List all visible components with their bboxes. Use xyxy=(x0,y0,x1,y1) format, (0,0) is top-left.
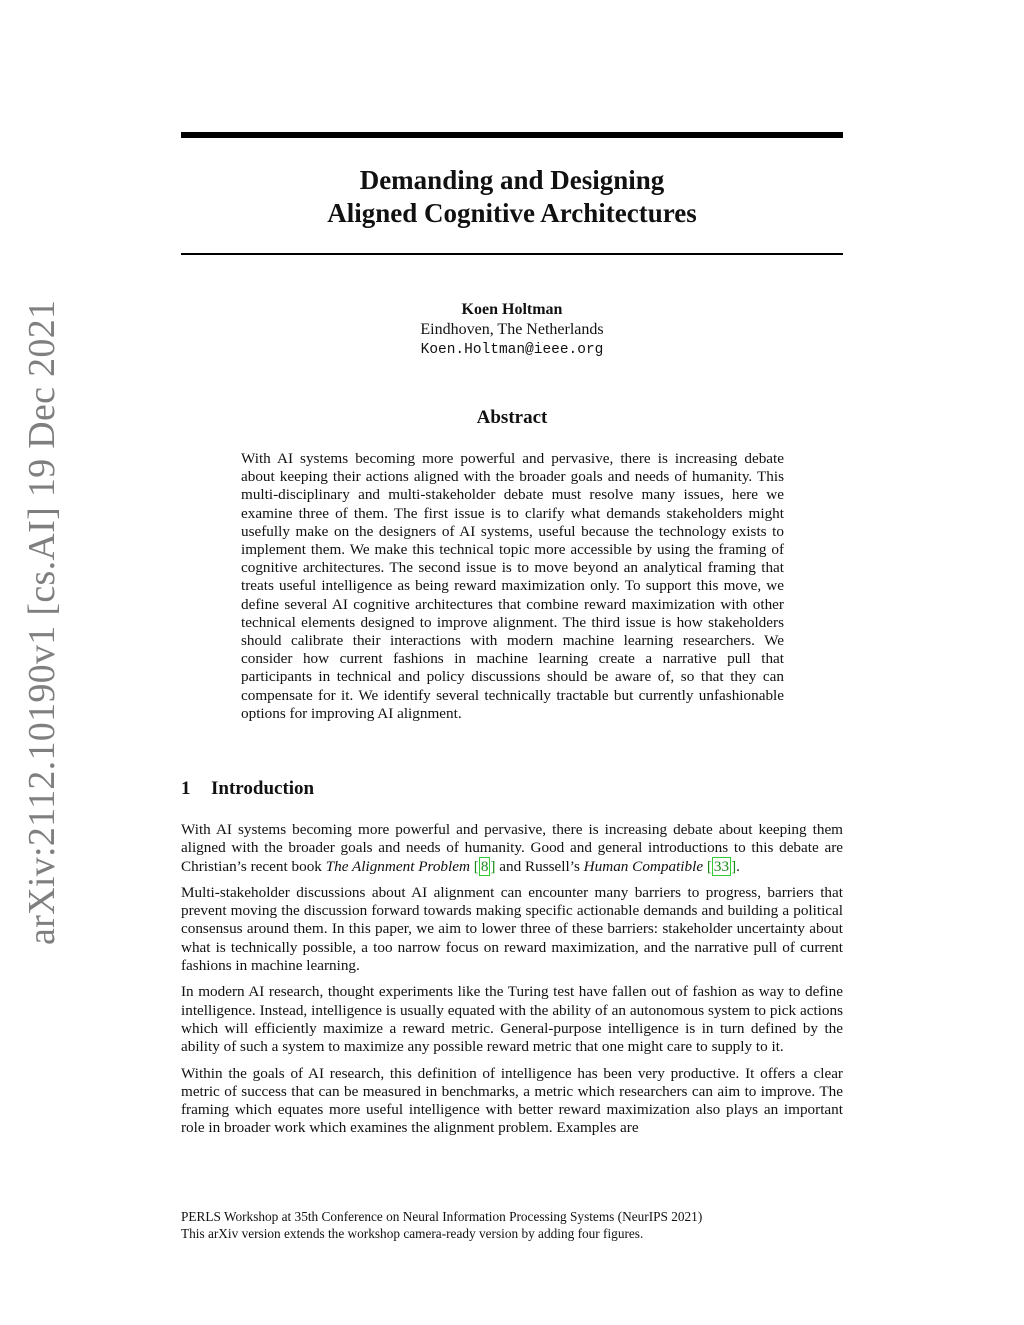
page-footer xyxy=(181,1208,843,1242)
author-block xyxy=(181,300,843,360)
paragraph: In modern AI research, thought experiments like the Turing test have fallen out of fashion as way to define intelligence. Instead, intelligence is usually equated with the ability of an autonomous system to pick actions which will efficiently maximize a reward metric. General-purpose intelligence is in turn defined by the ability of such a system to maximize any possible reward metric that one might care to supply to it. xyxy=(181,983,843,1056)
section-heading-introduction xyxy=(181,778,843,800)
paragraph-text: With AI systems becoming more powerful and pervasive, there is increasing debate about keeping them aligned with the broader goals and needs of humanity. Good and general introductions to this debate are Christian’s recent book xyxy=(181,821,843,875)
paragraph-text: . xyxy=(736,857,740,875)
title-rule-top xyxy=(181,132,843,138)
paragraph-text: and Russell’s xyxy=(495,857,584,875)
footer-note: This arXiv version extends the workshop camera-ready version by adding four figures. xyxy=(181,1226,644,1241)
title-rule-bottom xyxy=(181,253,843,255)
citation-link[interactable]: [ 33 ] xyxy=(706,857,737,875)
paper-title-line2: Aligned Cognitive Architectures xyxy=(327,198,697,228)
paragraph: Within the goals of AI research, this definition of intelligence has been very productive. It offers a clear metric of success that can be measured in benchmarks, a metric which researchers can aim to improve. The framing which equates more useful intelligence with better reward maximization also plays an important role in broader work which examines the alignment problem. Examples are xyxy=(181,1064,843,1137)
author-location: Eindhoven, The Netherlands xyxy=(420,321,604,338)
abstract-heading: Abstract xyxy=(476,407,548,428)
introduction-body xyxy=(181,821,843,1146)
author-name: Koen Holtman xyxy=(461,301,563,318)
book-title: The Alignment Problem xyxy=(325,857,470,875)
arxiv-side-stamp: arXiv:2112.10190v1 [cs.AI] 19 Dec 2021 xyxy=(21,299,63,945)
paper-title xyxy=(181,164,843,230)
book-title: Human Compatible xyxy=(583,857,704,875)
footer-venue: PERLS Workshop at 35th Conference on Neural Information Processing Systems (NeurIPS 2021) xyxy=(181,1209,703,1224)
section-number: 1 xyxy=(181,778,191,799)
section-title: Introduction xyxy=(211,778,315,799)
citation-link[interactable]: [ 8 ] xyxy=(473,857,496,875)
citation-number: 33 xyxy=(713,857,730,875)
paragraph xyxy=(181,821,843,876)
paper-title-line1: Demanding and Designing xyxy=(359,165,665,195)
abstract-text: With AI systems becoming more powerful and pervasive, there is increasing debate about keeping their actions aligned with the broader goals and needs of humanity. This multi-disciplinary and multi-stakeholder debate must resolve many issues, here we examine three of them. The first issue is to clarify what demands stakeholders might usefully make on the designers of AI systems, useful because the technology exists to implement them. We make this technical topic more accessible by using the framing of cognitive architectures. The second issue is to move beyond an analytical framing that treats useful intelligence as being reward maximization only. To support this move, we define several AI cognitive architectures that combine reward maximization with other technical elements designed to improve alignment. The third issue is how stakeholders should calibrate their interactions with modern machine learning researchers. We consider how current fashions in machine learning create a narrative pull that participants in technical and policy discussions should be aware of, so that they can compensate for it. We identify several technically tractable but currently unfashionable options for improving AI alignment. xyxy=(241,450,784,722)
paragraph: Multi-stakeholder discussions about AI alignment can encounter many barriers to progress, barriers that prevent moving the discussion forward towards making specific actionable demands and building a political consensus around them. In this paper, we aim to lower three of these barriers: stakeholder uncertainty about what is technically possible, a too narrow focus on reward maximization, and the narrative pull of current fashions in machine learning. xyxy=(181,883,843,975)
author-email[interactable]: Koen.Holtman@ieee.org xyxy=(420,342,604,358)
citation-number: 8 xyxy=(480,857,489,875)
